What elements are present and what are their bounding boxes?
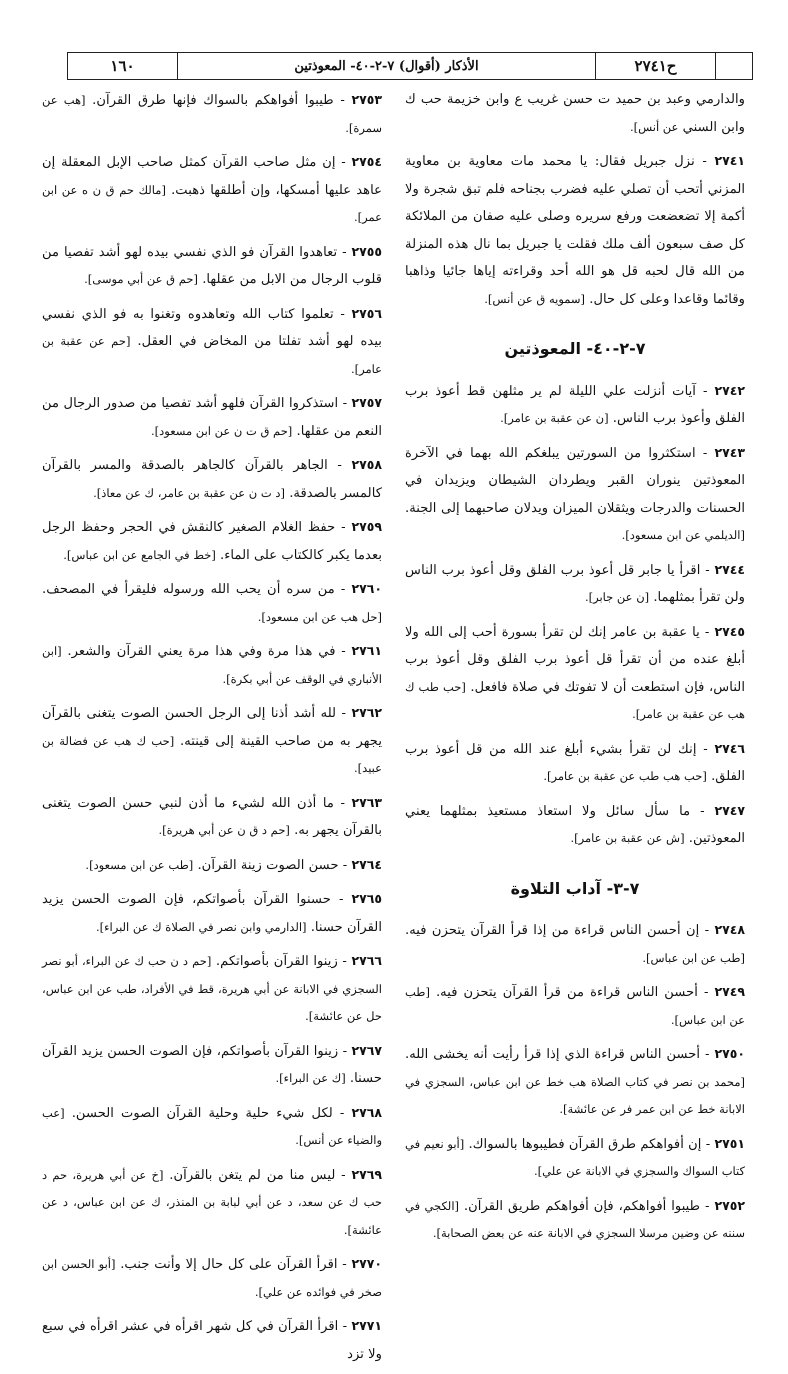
hadith-entry — [405, 147, 745, 313]
hadith-text: - زينوا القرآن بأصواتكم. — [215, 954, 347, 969]
hadith-source: [د ت ن عن عقبة بن عامر، ك عن معاذ]. — [93, 485, 285, 500]
hadith-text: - زينوا القرآن بأصواتكم، فإن الصوت الحسن يزيد القرآن حسنا. — [42, 1043, 382, 1086]
hadith-number: ٢٧٥٣ — [351, 92, 382, 107]
left-column — [42, 86, 382, 1374]
hadith-text: - أحسن الناس قراءة من قرأ القرآن يتحزن فيه. — [435, 985, 709, 1000]
intro-text: والدارمي وعبد بن حميد ت حسن غريب ع وابن خزيمة حب ك وابن السني — [405, 92, 745, 135]
hadith-entry — [405, 735, 745, 791]
first-entries — [405, 147, 745, 313]
hadith-source: [حب ك هب عن فضالة بن عبيد]. — [42, 733, 382, 775]
hadith-entry — [42, 1161, 382, 1245]
hadith-entry — [405, 1192, 745, 1248]
hadith-number: ٢٧٥٥ — [351, 243, 382, 259]
hadith-text: - استكثروا من السورتين يبلغكم الله بهما في الآخرة المعوذتين ينوران القبر ويطردان الشيطان ويزيدان في الحسنات والدرجات ويثقلان الميزان ويدلان صاحبهما إلى الجنة. — [405, 445, 745, 516]
hadith-source: [حب طب ك هب عن عقبة بن عامر]. — [405, 679, 745, 721]
hadith-text: - تعلموا كتاب الله وتعاهدوه وتغنوا به فو الذي نفسي بيده لهو أشد تفلتا من المخاض في العقل. — [42, 306, 382, 349]
hadith-text: - حفظ الغلام الصغير كالنقش في الحجر وحفظ الرجل بعدما يكبر كالكتاب على الماء. — [42, 520, 382, 563]
hadith-source: [هب عن سمرة]. — [42, 93, 382, 135]
hadith-source: [الديلمي عن ابن مسعود]. — [621, 528, 745, 542]
hadith-entry — [42, 1312, 382, 1368]
intro-continuation — [405, 86, 745, 141]
page-header — [67, 52, 753, 80]
hadith-entry — [42, 885, 382, 941]
hadith-number: ٢٧٥٤ — [351, 154, 382, 169]
hadith-entry — [405, 797, 745, 853]
hadith-number: ٢٧٤٦ — [714, 740, 746, 756]
hadith-number: ٢٧٦٢ — [351, 705, 382, 720]
hadith-text: - ما أذن الله لشيء ما أذن لنبي حسن الصوت يتغنى بالقرآن يجهر به. — [42, 795, 382, 838]
hadith-text: - في هذا مرة وفي هذا مرة يعني القرآن والشعر. — [67, 644, 346, 659]
hadith-text: - حسن الصوت زينة القرآن. — [197, 857, 348, 873]
hadith-text: - أحسن الناس قراءة الذي إذا قرأ رأيت أنه يخشى الله. — [405, 1047, 710, 1062]
hadith-source: [ش عن عقبة بن عامر]. — [570, 831, 685, 845]
hadith-entry — [42, 947, 382, 1031]
hadith-entry — [42, 238, 382, 294]
hadith-text: - الجاهر بالقرآن كالجاهر بالصدقة والمسر بالقرآن كالمسر بالصدقة. — [42, 458, 382, 501]
hadith-entry — [42, 699, 382, 783]
hadith-text: - تعاهدوا القرآن فو الذي نفسي بيده لهو أشد تفصيا من قلوب الرجال من الابل من عقلها. — [42, 244, 382, 287]
hadith-source: [ابن الأنباري في الوقف عن أبي بكرة]. — [42, 644, 382, 686]
hadith-source: [حم د ن حب ك عن البراء، أبو نصر السجزي في الابانة عن أبي هريرة، قط في الأفراد، طب عن ابن عباس، حل عن عائشة]. — [42, 954, 382, 1023]
hadith-entry — [405, 556, 745, 612]
hadith-entry — [42, 148, 382, 232]
hadith-source: [طب عن ابن عباس]. — [405, 985, 745, 1027]
hadith-entry — [42, 300, 382, 384]
hadith-number: ٢٧٥٠ — [714, 1046, 745, 1061]
left-entries — [42, 86, 382, 1368]
hadith-number: ٢٧٥٧ — [351, 395, 383, 410]
hadith-number: ٢٧٤٩ — [714, 984, 745, 999]
hadith-entry — [42, 575, 382, 631]
hadith-entry — [405, 1130, 745, 1186]
hadith-text: - طيبوا أفواهكم، فإن أفواهكم طريق القرآن. — [463, 1198, 710, 1214]
hadith-entry — [405, 916, 745, 972]
hadith-entry — [405, 618, 745, 729]
hadith-source: [طب عن ابن مسعود]. — [85, 857, 194, 872]
hadith-text: - من سره أن يحب الله ورسوله فليقرأ في المصحف. — [42, 582, 346, 597]
hadith-number: ٢٧٦٧ — [351, 1042, 382, 1058]
hadith-text: - طيبوا أفواهكم بالسواك فإنها طرق القرآن. — [92, 93, 345, 108]
hadith-text: - اقرأ القرآن على كل حال إلا وأنت جنب. — [120, 1257, 347, 1272]
running-title: الأذكار (أقوال) ٧-٢-٤٠- المعوذتين — [178, 53, 596, 79]
hadith-source: [الدارمي وابن نصر في الصلاة ك عن البراء]. — [95, 919, 307, 934]
hadith-text: - ليس منا من لم يتغن بالقرآن. — [169, 1167, 346, 1183]
hadith-entry — [42, 637, 382, 693]
header-empty-cell — [716, 53, 752, 79]
hadith-number: ٢٧٥١ — [714, 1135, 745, 1151]
hadith-source: [حم د ق ن عن أبي هريرة]. — [158, 823, 290, 837]
hadith-number: ٢٧٥٢ — [714, 1197, 745, 1213]
hadith-entry — [42, 389, 382, 445]
hadith-source: [حم عن عقبة بن عامر]. — [42, 334, 382, 376]
hadith-source: [عب والضياء عن أنس]. — [42, 1105, 382, 1147]
hadith-entry — [405, 439, 745, 550]
hadith-text: - لله أشد أذنا إلى الرجل الحسن الصوت يتغنى بالقرآن يجهر به من صاحب القينة إلى قينته. — [42, 706, 382, 749]
section2-entries — [405, 916, 745, 1248]
hadith-text: - آيات أنزلت علي الليلة لم ير مثلهن قط أعوذ برب الفلق وأعوذ برب الناس. — [405, 383, 745, 426]
section-title-muawwidhatayn: ٧-٢-٤٠- المعوذتين — [504, 339, 646, 358]
hadith-text: - ما سأل سائل ولا استعاذ مستعيذ بمثلهما يعني المعوذتين. — [405, 803, 745, 846]
hadith-number: ٢٧٤٥ — [714, 623, 746, 639]
hadith-source: [طب عن ابن عباس]. — [642, 950, 745, 965]
hadith-entry — [42, 513, 382, 569]
hadith-text: - إن أفواهكم طرق القرآن فطيبوها بالسواك. — [468, 1136, 711, 1152]
hadith-source: [أبو الحسن ابن صخر في فوائده عن علي]. — [42, 1257, 382, 1299]
hadith-entry — [405, 1040, 745, 1124]
hadith-entry — [42, 851, 382, 880]
hadith-source: [ن عن عقبة بن عامر]. — [500, 411, 609, 425]
hadith-number: ٢٧٥٦ — [351, 305, 382, 321]
hadith-number: ٢٧٤١ — [714, 153, 745, 168]
hadith-entry — [405, 978, 745, 1034]
hadith-reference: ح٢٧٤١ — [596, 53, 716, 79]
hadith-text: - يا عقبة بن عامر إنك لن تقرأ بسورة أحب إلى الله ولا أبلغ عنده من أن تقرأ قل أعوذ برب الفلق وقل أعوذ برب الناس، فإن استطعت أن لا تفوتك في صلاة فافعل. — [405, 624, 745, 695]
hadith-source: [حل هب عن ابن مسعود]. — [257, 609, 382, 624]
hadith-entry — [42, 1099, 382, 1155]
hadith-number: ٢٧٧١ — [351, 1318, 382, 1333]
hadith-number: ٢٧٦٠ — [351, 581, 382, 596]
hadith-source: [خ عن أبي هريرة، حم د حب ك عن سعد، د عن أبي لبابة بن المنذر، ك عن ابن عباس، د عن عائشة]. — [42, 1167, 382, 1237]
intro-source: عن أنس]. — [629, 119, 679, 134]
hadith-number: ٢٧٦٦ — [351, 953, 382, 968]
hadith-number: ٢٧٦٨ — [351, 1104, 382, 1120]
hadith-number: ٢٧٤٤ — [714, 561, 745, 577]
hadith-source: [حم ق عن أبي موسى]. — [84, 272, 198, 286]
hadith-text: - نزل جبريل فقال: يا محمد مات معاوية بن معاوية المزني أتحب أن تصلي عليه فضرب بجناحه فلم تبق شجرة ولا أكمة إلا تضعضعت ورفع سريره وصلى عليه صفان من الملائكة كل صف سبعون ألف ملك فقلت يا جبريل بما نال هذه المنزلة من الله قال لحبه قل هو الله أحد وقراءته إياها جائيا وذاهبا وقائما وقاعدا وعلى كل حال. — [405, 154, 745, 307]
hadith-number: ٢٧٥٨ — [351, 457, 382, 472]
hadith-number: ٢٧٤٢ — [714, 382, 745, 398]
hadith-number: ٢٧٦٩ — [351, 1166, 382, 1182]
hadith-number: ٢٧٧٠ — [351, 1256, 383, 1271]
hadith-source: [حب هب طب عن عقبة بن عامر]. — [543, 769, 707, 783]
section1-entries — [405, 377, 745, 853]
hadith-number: ٢٧٦٣ — [351, 794, 382, 810]
hadith-number: ٢٧٤٧ — [714, 802, 745, 818]
hadith-entry — [405, 377, 745, 433]
hadith-text: - اقرأ يا جابر قل أعوذ برب الفلق وقل أعوذ برب الناس ولن تقرأ بمثلهما. — [405, 562, 745, 605]
hadith-text: - اقرأ القرآن في كل شهر اقرأه في عشر اقرأه في سبع ولا تزد — [42, 1319, 382, 1362]
hadith-number: ٢٧٦١ — [351, 643, 382, 658]
hadith-source: [مالك حم ق ن ه عن ابن عمر]. — [42, 182, 382, 224]
hadith-source: [ك عن البراء]. — [275, 1071, 346, 1085]
hadith-source: [حم ق ت ن عن ابن مسعود]. — [150, 423, 293, 438]
hadith-entry — [42, 451, 382, 507]
hadith-entry — [42, 86, 382, 142]
hadith-text: - إن أحسن الناس قراءة من إذا قرأ القرآن يتحزن فيه. — [405, 923, 710, 938]
hadith-text: - حسنوا القرآن بأصواتكم، فإن الصوت الحسن يزيد القرآن حسنا. — [42, 892, 382, 935]
hadith-text: - إن مثل صاحب القرآن كمثل صاحب الإبل المعقلة إن عاهد عليها أمسكها، وإن أطلقها ذهبت. — [42, 155, 382, 198]
hadith-source: [أبو نعيم في كتاب السواك والسجزي في الابانة عن علي]. — [405, 1136, 745, 1178]
hadith-text: - لكل شيء حلية وحلية القرآن الصوت الحسن. — [71, 1105, 345, 1121]
hadith-source: [الكجي في سننه عن وضين مرسلا السجزي في الابانة عنه عن بعض الصحابة]. — [405, 1198, 745, 1240]
hadith-text: - إنك لن تقرأ بشيء أبلغ عند الله من قل أعوذ برب الفلق. — [405, 741, 745, 784]
hadith-source: [سمويه ق عن أنس]. — [484, 291, 586, 306]
hadith-source: [ن عن جابر]. — [584, 590, 650, 604]
right-column — [405, 86, 745, 1254]
hadith-number: ٢٧٦٥ — [351, 891, 382, 906]
hadith-number: ٢٧٥٩ — [351, 519, 382, 534]
section-title-recitation-etiquette: ٧-٣- آداب التلاوة — [510, 878, 640, 898]
page-number: ١٦٠ — [68, 53, 178, 79]
hadith-number: ٢٧٦٤ — [351, 856, 382, 872]
hadith-source: [محمد بن نصر في كتاب الصلاة هب خط عن ابن عباس، السجزي في الابانة خط عن ابن عمر فر عن عائشة]. — [405, 1074, 745, 1116]
hadith-entry — [42, 1037, 382, 1093]
hadith-entry — [42, 1250, 382, 1306]
hadith-number: ٢٧٤٣ — [714, 444, 745, 460]
hadith-entry — [42, 789, 382, 845]
hadith-text: - استذكروا القرآن فلهو أشد تفصيا من صدور الرجال من النعم من عقلها. — [42, 396, 382, 439]
hadith-source: [خط في الجامع عن ابن عباس]. — [63, 547, 216, 562]
hadith-number: ٢٧٤٨ — [714, 922, 745, 937]
